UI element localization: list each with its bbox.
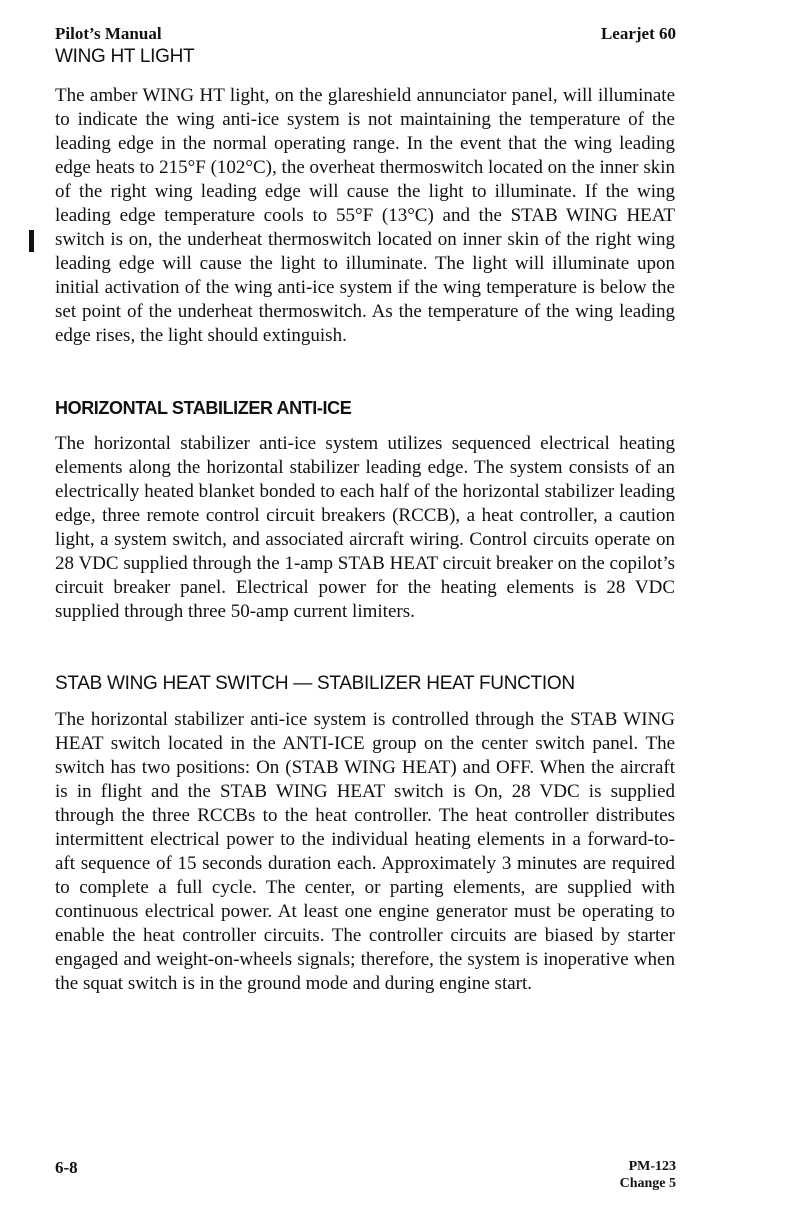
revision-change-bar — [29, 230, 34, 252]
horizontal-stabilizer-text: The horizontal stabilizer anti-ice system utilizes sequenced electrical heating elements along the horizontal stabilizer leading edge. The system consists of an electrically heated blanket bonded to each half of the horizontal stabilizer leading edge, three remote control circuit breakers (RCCB), a heat controller, a caution light, a system switch, and associated aircraft wiring. Control circuits operate on 28 VDC supplied through the 1-amp STAB HEAT circuit breaker on the copilot’s circuit breaker panel. Electrical power for the heating elements is 28 VDC supplied through three 50-amp current limiters. — [55, 433, 675, 622]
document-id: PM-123 — [628, 1159, 676, 1174]
horizontal-stabilizer-heading: HORIZONTAL STABILIZER ANTI-ICE — [55, 398, 352, 418]
wing-ht-light-text: The amber WING HT light, on the glareshield annunciator panel, will illuminate to indicate the wing anti-ice system is not maintaining the temperature of the leading edge in the normal operating range. In the event that the wing leading edge heats to 215°F (102°C), the overheat thermoswitch located on the inner skin of the right wing leading edge will cause the light to illuminate. If the wing leading edge temperature cools to 55°F (13°C) and the STAB WING HEAT switch is on, the underheat thermoswitch located on inner skin of the right wing leading edge will cause the light to illuminate. The light will illuminate upon initial activation of the wing anti-ice system if the wing temperature is below the set point of the underheat thermoswitch. As the temperature of the wing leading edge rises, the light should extinguish. — [55, 85, 675, 346]
stab-wing-heat-switch-text: The horizontal stabilizer anti-ice system is controlled through the STAB WING HEAT switch located in the ANTI-ICE group on the center switch panel. The switch has two positions: On (STAB WING HEAT) and OFF. When the aircraft is in flight and the STAB WING HEAT switch is On, 28 VDC is supplied through the three RCCBs to the heat controller. The heat controller distributes intermittent electrical power to the individual heating elements in a forward-to-aft sequence of 15 seconds duration each. Approximately 3 minutes are required to complete a full cycle. The center, or parting elements, are supplied with continuous electrical power. At least one engine generator must be operating to enable the heat controller circuits. The controller circuits are biased by starter engaged and weight-on-wheels signals; therefore, the system is inoperative when the squat switch is in the ground mode and during engine start. — [55, 709, 675, 994]
document-id-block — [620, 1158, 676, 1192]
manual-title: Pilot’s Manual — [55, 24, 162, 43]
wing-ht-light-heading: WING HT LIGHT — [55, 46, 195, 67]
stab-wing-heat-switch-heading: STAB WING HEAT SWITCH — STABILIZER HEAT FUNCTION — [55, 673, 575, 694]
horizontal-stabilizer-paragraph — [55, 432, 675, 624]
stab-wing-heat-switch-paragraph — [55, 708, 675, 996]
wing-ht-light-paragraph — [55, 84, 675, 348]
page-number: 6-8 — [55, 1158, 78, 1177]
aircraft-model: Learjet 60 — [600, 24, 676, 43]
change-number: Change 5 — [619, 1176, 676, 1191]
